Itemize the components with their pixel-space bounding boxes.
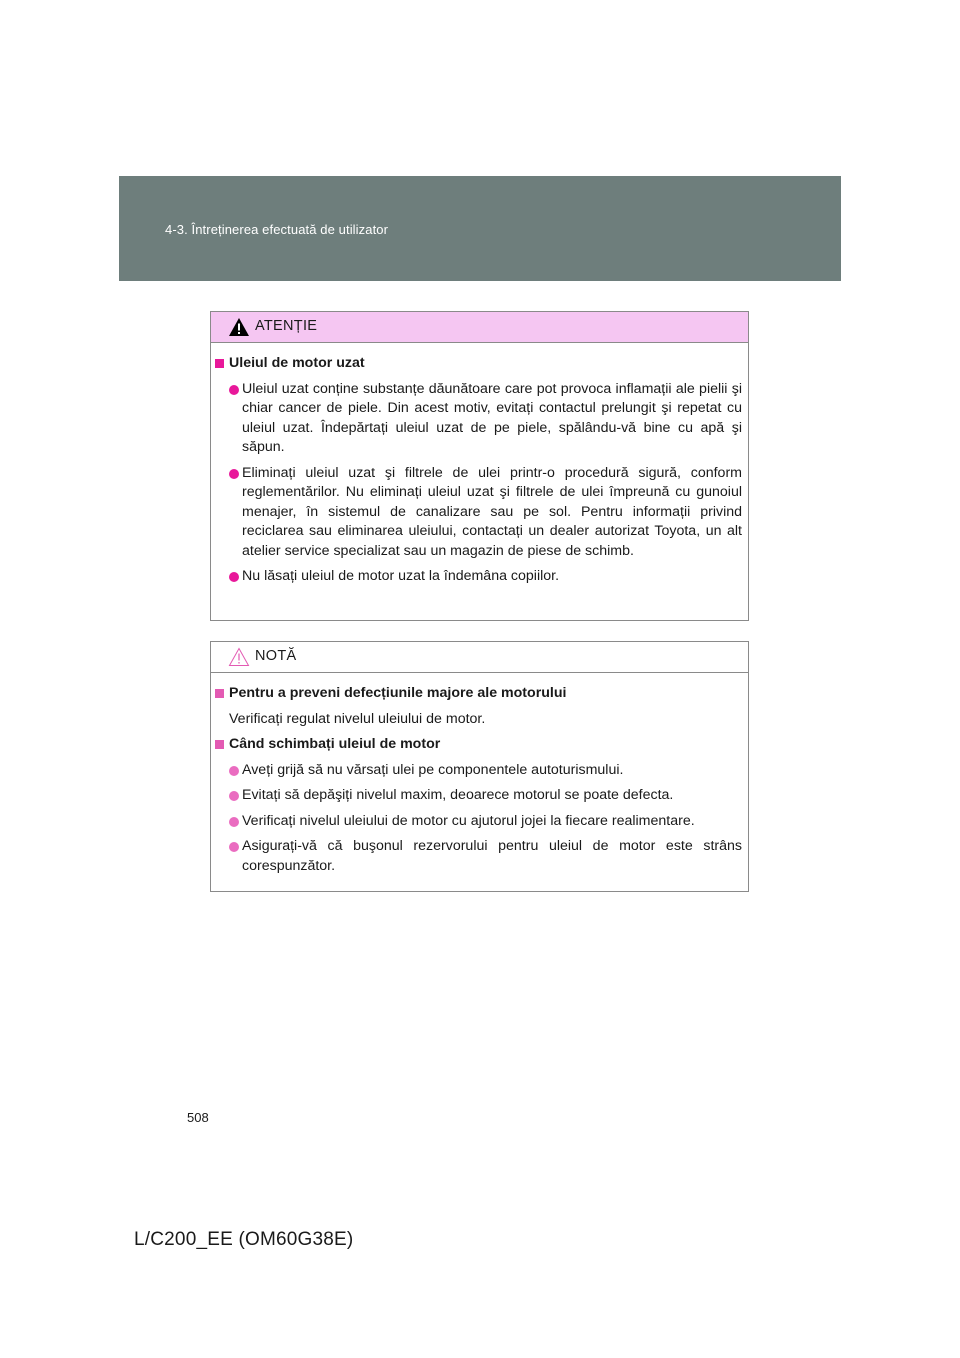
warning-box-body	[211, 343, 748, 587]
round-bullet-icon	[229, 469, 239, 479]
list-item-text: Uleiul uzat conține substanțe dăunătoare care pot provoca inflamații ale pielii şi chiar cancer de piele. Din acest motiv, evitați contactul prelungit şi repetat cu uleiul uzat. Îndepărtați uleiul uzat de pe piele, spălându-vă bine cu apă şi săpun.	[242, 380, 742, 455]
list-item-text: Eliminați uleiul uzat şi filtrele de ulei printr-o procedură sigură, conform reglementărilor. Nu eliminați uleiul uzat şi filtrele de ulei împreună cu gunoiul menajer, în sistemul de canalizare sau pe sol. Pentru informații privind reciclarea sau eliminarea uleiului, contactați un dealer autorizat Toyota, un alt atelier service specializat sau un magazin de piese de schimb.	[242, 464, 742, 559]
note-subheading-2	[215, 735, 742, 755]
round-bullet-icon	[229, 572, 239, 582]
round-bullet-icon	[229, 385, 239, 395]
list-item	[215, 786, 742, 806]
note-paragraph: Verificați regulat nivelul uleiului de motor.	[229, 710, 486, 727]
list-item	[215, 837, 742, 876]
warning-box-header	[211, 312, 748, 343]
list-item-text: Evitați să depăşiți nivelul maxim, deoarece motorul se poate defecta.	[242, 787, 674, 803]
section-title: 4-3. Întreținerea efectuată de utilizator	[165, 222, 389, 237]
list-item	[215, 812, 742, 832]
warning-subheading	[215, 354, 742, 374]
list-item	[215, 464, 742, 562]
round-bullet-icon	[229, 791, 239, 801]
note-subheading-1	[215, 684, 742, 704]
list-item-text: Asigurați-vă că buşonul rezervorului pentru uleiul de motor este strâns corespunzător.	[242, 838, 742, 874]
warning-title: ATENȚIE	[255, 318, 318, 334]
list-item-text: Verificați nivelul uleiului de motor cu ajutorul jojei la fiecare realimentare.	[242, 812, 695, 829]
caution-outline-triangle-icon	[228, 647, 250, 667]
square-bullet-icon	[215, 740, 224, 749]
note-box-body	[211, 673, 748, 876]
note-box	[210, 641, 749, 892]
round-bullet-icon	[229, 842, 239, 852]
square-bullet-icon	[215, 689, 224, 698]
warning-box	[210, 311, 749, 621]
list-item	[215, 567, 742, 587]
list-item	[215, 761, 742, 781]
round-bullet-icon	[229, 817, 239, 827]
note-box-header	[211, 642, 748, 673]
list-item	[215, 380, 742, 458]
note-subheading-text: Când schimbați uleiul de motor	[229, 736, 441, 752]
warning-triangle-icon	[228, 317, 250, 337]
warning-subheading-text: Uleiul de motor uzat	[229, 355, 365, 371]
note-subheading-text: Pentru a preveni defecțiunile majore ale motorului	[229, 685, 567, 701]
round-bullet-icon	[229, 766, 239, 776]
square-bullet-icon	[215, 359, 224, 368]
list-item-text: Nu lăsați uleiul de motor uzat la îndemâna copiilor.	[242, 568, 560, 584]
model-code: L/C200_EE (OM60G38E)	[134, 1229, 354, 1250]
list-item-text: Aveți grijă să nu vărsați ulei pe componentele autoturismului.	[242, 761, 624, 778]
section-header-band	[119, 176, 841, 281]
note-title: NOTĂ	[255, 648, 297, 664]
page-number: 508	[187, 1110, 209, 1125]
